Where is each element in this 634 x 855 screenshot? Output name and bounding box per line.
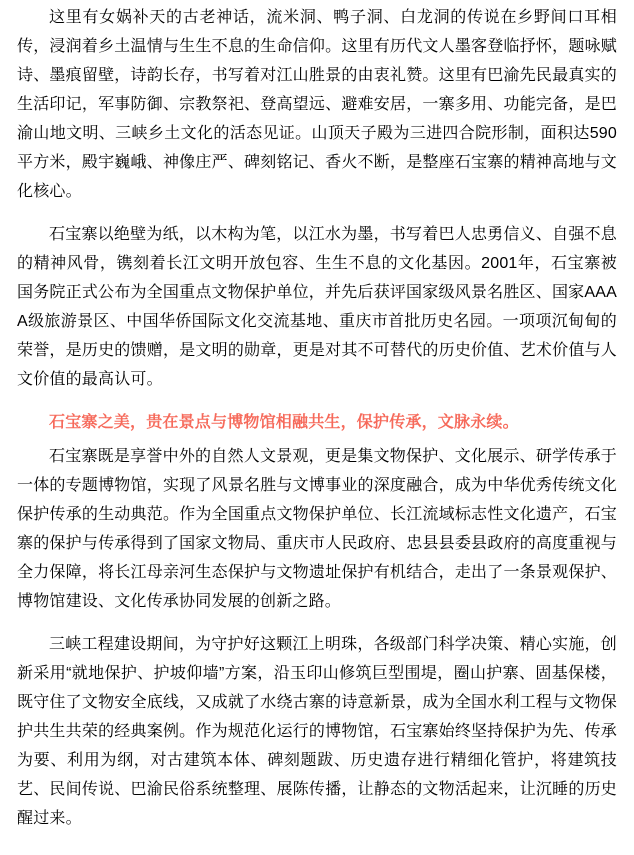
highlight-heading: 石宝寨之美，贵在景点与博物馆相融共生，保护传承，文脉永续。	[49, 414, 519, 431]
paragraph-three-gorges-protection: 三峡工程建设期间，为守护好这颗江上明珠，各级部门科学决策、精心实施，创新采用“就地保护、护坡仰墙”方案，沿玉印山修筑巨型围堤，圈山护寨、固基保楼，既守住了文物安全底线，又成就了水绕古寨的诗意新景，成为全国水利工程与文物保护共生共荣的经典案例。作为规范化运行的博物馆，石宝寨始终坚持保护为先、传承为要、利用为纲，对古建筑本体、碑刻题跋、历史遗存进行精细化管护，将建筑技艺、民间传说、巴渝民俗系统整理、展陈传播，让静态的文物活起来，让沉睡的历史醒过来。	[17, 636, 617, 827]
paragraph-history-culture: 这里有女娲补天的古老神话，流米洞、鸭子洞、白龙洞的传说在乡野间口耳相传，浸润着乡土温情与生生不息的生命信仰。这里有历代文人墨客登临抒怀，题咏赋诗、墨痕留壁，诗韵长存，书写着对江山胜景的由衷礼赞。这里有巴渝先民最真实的生活印记，军事防御、宗教祭祀、登高望远、避难安居，一寨多用、功能完备，是巴渝山地文明、三峡乡土文化的活态见证。山顶天子殿为三进四合院形制，面积达590平方米，殿宇巍峨、神像庄严、碑刻铭记、香火不断，是整座石宝寨的精神高地与文化核心。	[17, 9, 617, 200]
paragraph-honors: 石宝寨以绝壁为纸，以木构为笔，以江水为墨，书写着巴人忠勇信义、自强不息的精神风骨，镌刻着长江文明开放包容、生生不息的文化基因。2001年，石宝寨被国务院正式公布为全国重点文物保护单位，并先后获评国家级风景名胜区、国家AAAA级旅游景区、中国华侨国际文化交流基地、重庆市首批历史名园。一项项沉甸甸的荣誉，是历史的馈赠，是文明的勋章，更是对其不可替代的历史价值、艺术价值与人文价值的最高认可。	[17, 226, 617, 388]
paragraph-museum-integration: 石宝寨既是享誉中外的自然人文景观，更是集文物保护、文化展示、研学传承于一体的专题博物馆，实现了风景名胜与文博事业的深度融合，成为中华优秀传统文化保护传承的生动典范。作为全国重点文物保护单位、长江流域标志性文化遗产，石宝寨的保护与传承得到了国家文物局、重庆市人民政府、忠县县委县政府的高度重视与全力保障，将长江母亲河生态保护与文物遗址保护有机结合，走出了一条景观保护、博物馆建设、文化传承协同发展的创新之路。	[17, 448, 617, 610]
